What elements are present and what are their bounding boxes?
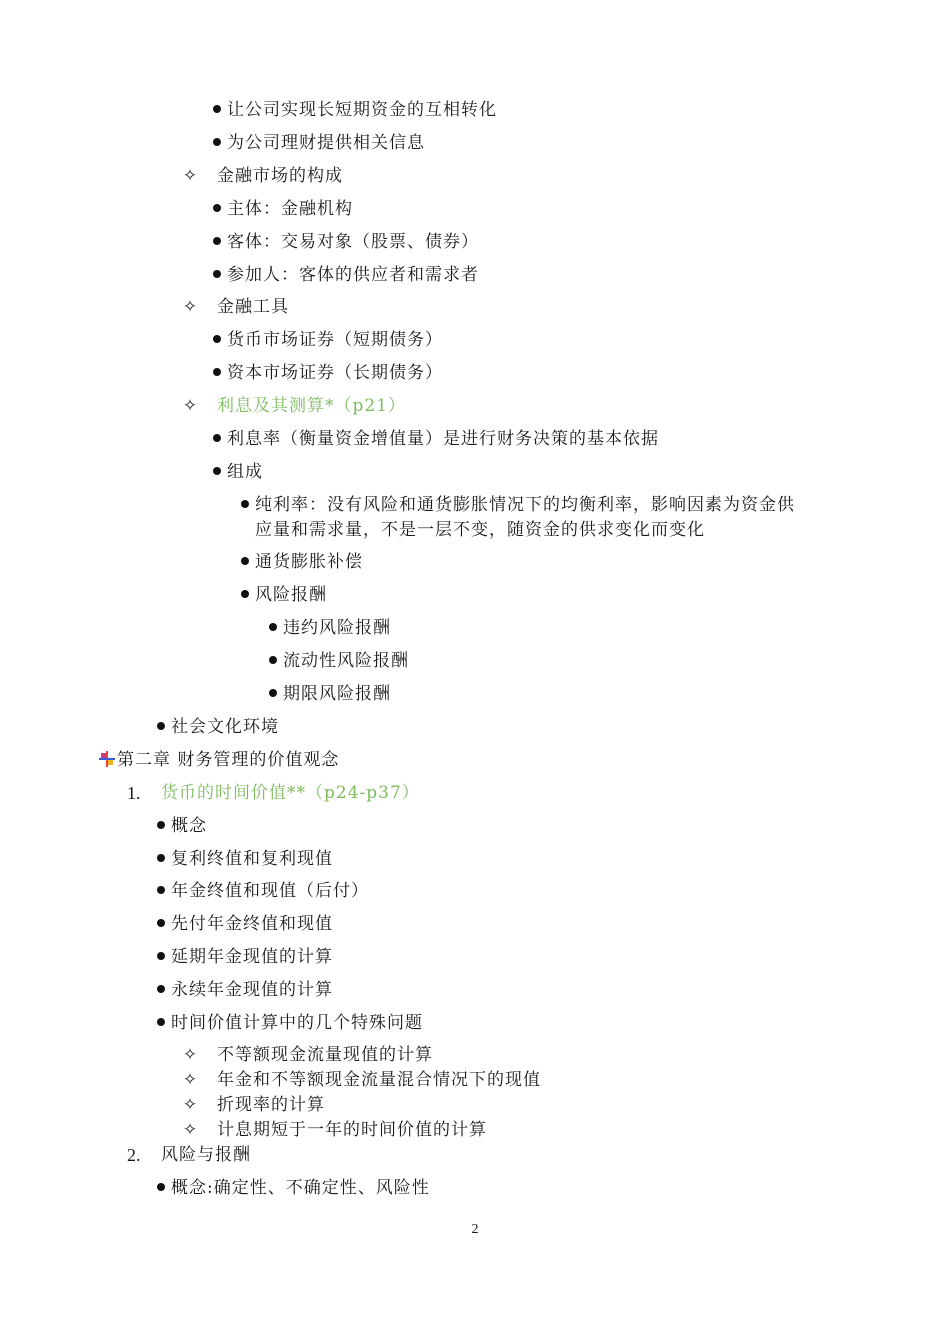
bullet-icon [157,722,165,730]
bullet-icon [213,467,221,475]
list-number: 2. [127,1145,141,1165]
bullet-icon [157,1183,165,1191]
list-item: 复利终值和复利现值 [157,848,333,870]
list-item: 主体：金融机构 [213,198,353,220]
list-item: 社会文化环境 [157,716,279,738]
list-item-continuation: 应量和需求量，不是一层不变，随资金的供求变化而变化 [255,520,705,540]
bullet-icon [157,854,165,862]
bullet-icon [269,656,277,664]
bullet-icon [213,335,221,343]
chapter-marker-icon [99,751,115,767]
list-item: 期限风险报酬 [269,683,391,705]
list-item: 纯利率：没有风险和通货膨胀情况下的均衡利率，影响因素为资金供 [241,494,795,516]
sub-item: 不等额现金流量现值的计算 [217,1045,433,1065]
list-item: 违约风险报酬 [269,617,391,639]
list-item: 资本市场证券（长期债务） [213,362,443,384]
bullet-icon [213,368,221,376]
page-number: 2 [471,1222,479,1237]
section-heading: 金融市场的构成 [217,166,343,186]
section-heading-highlight: 利息及其测算*（p21） [217,396,407,416]
bullet-icon [157,886,165,894]
diamond-bullet-icon: ✧ [182,166,198,186]
diamond-bullet-icon: ✧ [182,396,198,416]
bullet-icon [157,985,165,993]
bullet-icon [269,623,277,631]
bullet-icon [157,919,165,927]
diamond-bullet-icon: ✧ [182,1095,198,1115]
bullet-icon [157,821,165,829]
list-item: 为公司理财提供相关信息 [213,132,425,154]
list-item: 先付年金终值和现值 [157,913,333,935]
list-item: 货币市场证券（短期债务） [213,329,443,351]
numbered-heading: 风险与报酬 [161,1145,251,1165]
numbered-heading-highlight: 货币的时间价值**（p24-p37） [161,783,420,803]
bullet-icon [241,590,249,598]
list-item: 利息率（衡量资金增值量）是进行财务决策的基本依据 [213,428,659,450]
sub-item: 计息期短于一年的时间价值的计算 [217,1120,487,1140]
list-item: 组成 [213,461,263,483]
list-item: 风险报酬 [241,584,327,606]
bullet-icon [241,500,249,508]
bullet-icon [213,105,221,113]
bullet-icon [213,237,221,245]
list-item: 时间价值计算中的几个特殊问题 [157,1012,423,1034]
diamond-bullet-icon: ✧ [182,297,198,317]
list-item: 概念 [157,815,207,837]
section-heading: 金融工具 [217,297,289,317]
bullet-icon [157,952,165,960]
list-item: 参加人：客体的供应者和需求者 [213,264,479,286]
list-item: 客体：交易对象（股票、债券） [213,231,479,253]
bullet-icon [213,204,221,212]
list-item: 年金终值和现值（后付） [157,880,369,902]
diamond-bullet-icon: ✧ [182,1045,198,1065]
bullet-icon [213,270,221,278]
bullet-icon [157,1018,165,1026]
diamond-bullet-icon: ✧ [182,1120,198,1140]
diamond-bullet-icon: ✧ [182,1070,198,1090]
list-item: 流动性风险报酬 [269,650,409,672]
list-item: 让公司实现长短期资金的互相转化 [213,99,497,121]
list-item: 通货膨胀补偿 [241,551,363,573]
list-item: 概念:确定性、不确定性、风险性 [157,1177,430,1199]
bullet-icon [213,434,221,442]
sub-item: 折现率的计算 [217,1095,325,1115]
chapter-title: 第二章 财务管理的价值观念 [117,750,340,770]
list-item: 永续年金现值的计算 [157,979,333,1001]
list-item: 延期年金现值的计算 [157,946,333,968]
bullet-icon [269,689,277,697]
list-number: 1. [127,783,141,803]
bullet-icon [241,557,249,565]
bullet-icon [213,138,221,146]
sub-item: 年金和不等额现金流量混合情况下的现值 [217,1070,541,1090]
